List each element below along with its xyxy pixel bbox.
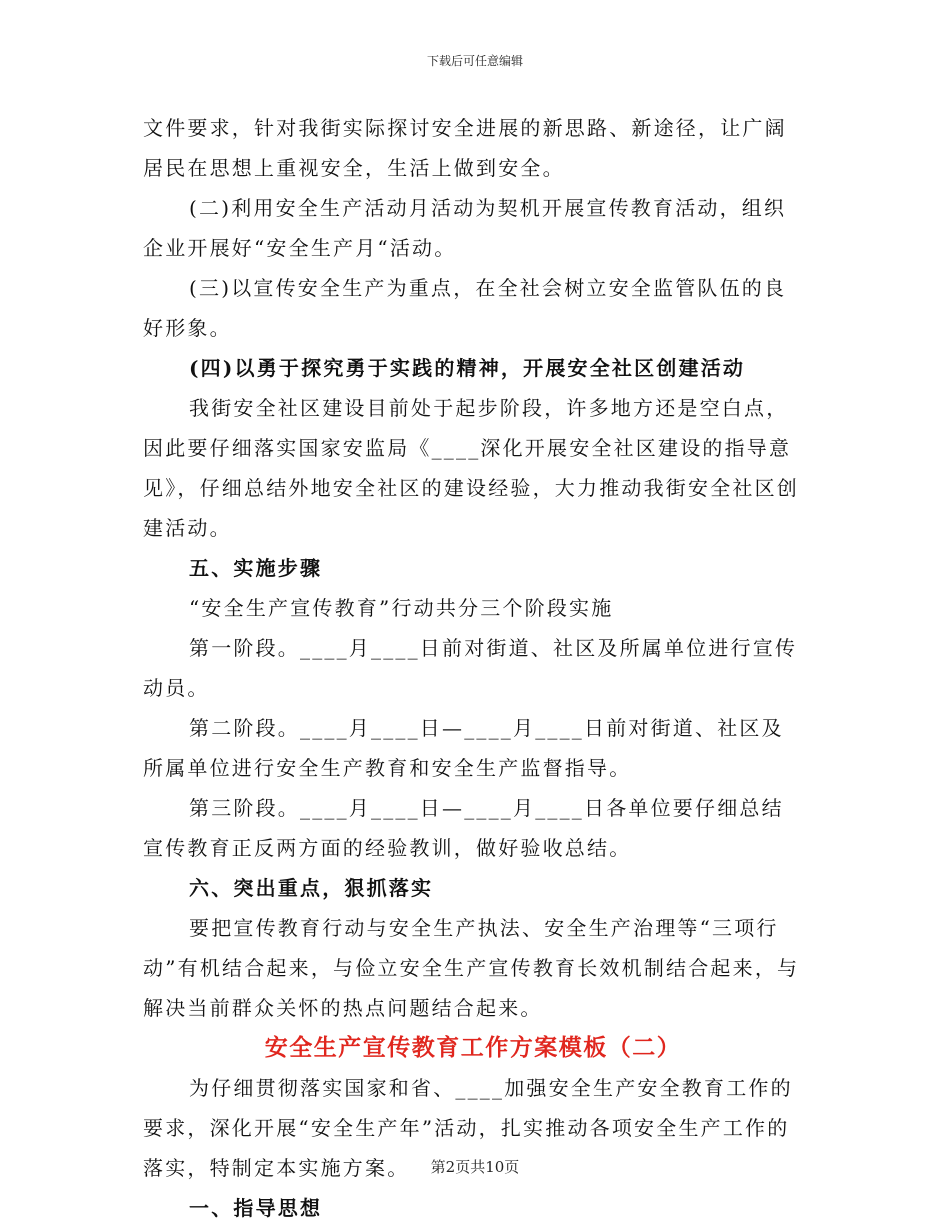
paragraph-stage-1: 第一阶段。____月____日前对街道、社区及所属单位进行宣传动员。 bbox=[143, 636, 798, 700]
paragraph-community: 我街安全社区建设目前处于起步阶段，许多地方还是空白点，因此要仔细落实国家安监局《____深化开展安全社区建设的指导意见》，仔细总结外地安全社区的建设经验，大力推动我街安全社区创建活动。 bbox=[143, 396, 799, 540]
paragraph-item-3: (三)以宣传安全生产为重点，在全社会树立安全监管队伍的良好形象。 bbox=[143, 276, 787, 340]
subheading-item-4: (四)以勇于探究勇于实践的精神，开展安全社区创建活动 bbox=[189, 356, 746, 380]
paragraph-continued: 文件要求，针对我街实际探讨安全进展的新思路、新途径，让广阔居民在思想上重视安全，生活上做到安全。 bbox=[143, 116, 787, 180]
paragraph-stage-2: 第二阶段。____月____日—____月____日前对街道、社区及所属单位进行安全生产教育和安全生产监督指导。 bbox=[143, 716, 784, 780]
heading-implementation-steps: 五、实施步骤 bbox=[189, 556, 323, 580]
heading-focus: 六、突出重点，狠抓落实 bbox=[189, 876, 434, 900]
paragraph-three-stages: “安全生产宣传教育”行动共分三个阶段实施 bbox=[189, 596, 614, 620]
heading-guiding-ideology: 一、指导思想 bbox=[189, 1196, 323, 1220]
section-title: 安全生产宣传教育工作方案模板（二） bbox=[264, 1034, 682, 1061]
paragraph-focus: 要把宣传教育行动与安全生产执法、安全生产治理等“三项行动”有机结合起来，与俭立安全生产宣传教育长效机制结合起来，与解决当前群众关怀的热点问题结合起来。 bbox=[143, 916, 800, 1020]
page-header: 下载后可任意编辑 bbox=[426, 54, 523, 68]
page-footer: 第2页共10页 bbox=[430, 1158, 520, 1176]
paragraph-intro-2: 为仔细贯彻落实国家和省、____加强安全生产安全教育工作的要求，深化开展“安全生产年”活动，扎实推动各项安全生产工作的落实，特制定本实施方案。 bbox=[143, 1076, 793, 1180]
paragraph-stage-3: 第三阶段。____月____日—____月____日各单位要仔细总结宣传教育正反两方面的经验教训，做好验收总结。 bbox=[143, 796, 784, 860]
document-body bbox=[143, 108, 803, 1228]
paragraph-item-2: (二)利用安全生产活动月活动为契机开展宣传教育活动，组织企业开展好“安全生产月“活动。 bbox=[143, 196, 787, 260]
